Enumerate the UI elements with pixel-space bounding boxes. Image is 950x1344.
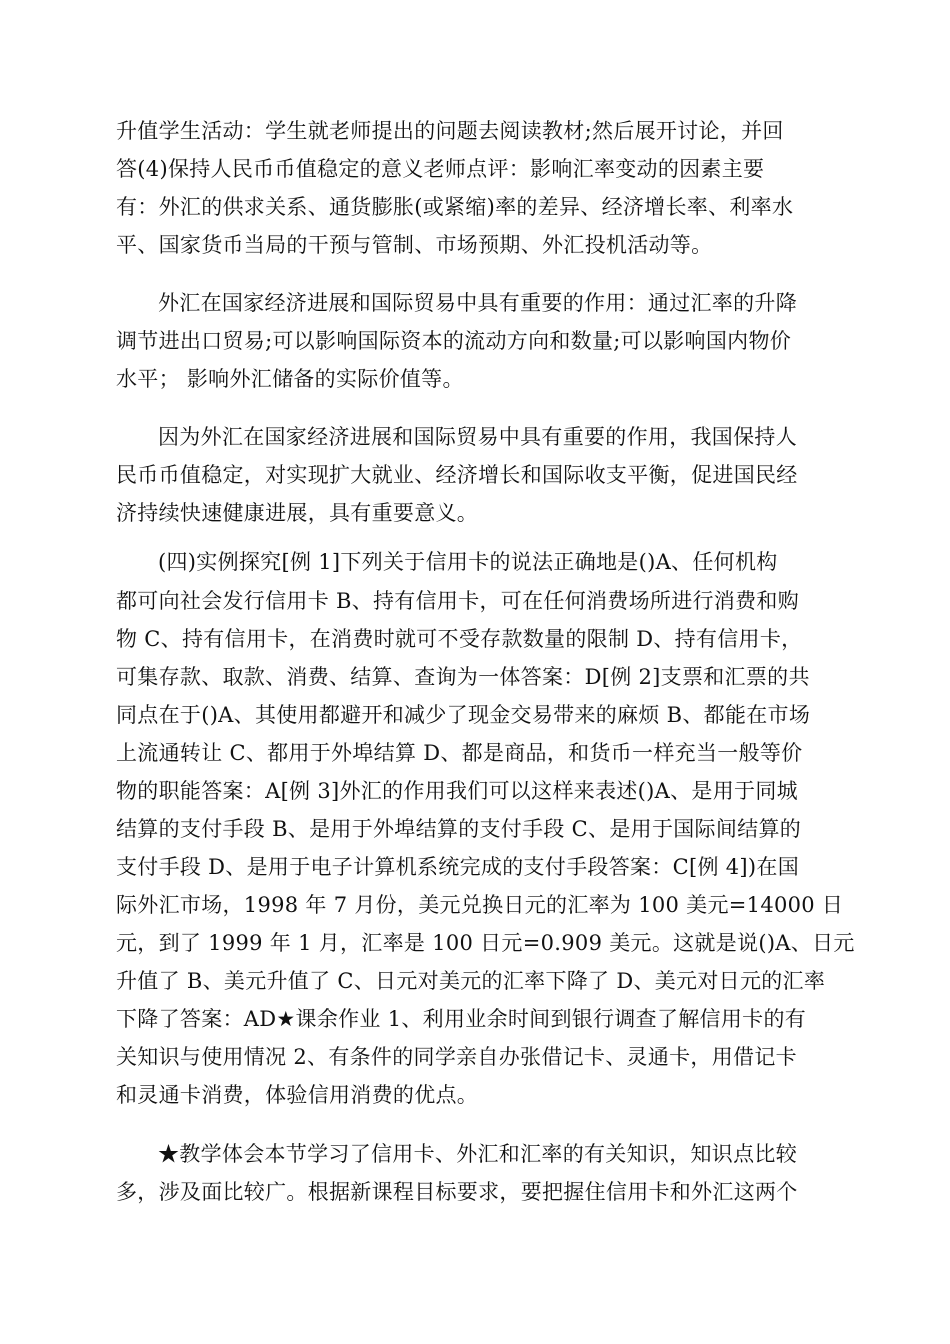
paragraph-3-line-1: 因为外汇在国家经济进展和国际贸易中具有重要的作用，我国保持人 bbox=[158, 425, 797, 449]
paragraph-4-line-1: (四)实例探究[例 1]下列关于信用卡的说法正确地是()A、任何机构 bbox=[158, 550, 778, 574]
paragraph-4-line-15: 和灵通卡消费，体验信用消费的优点。 bbox=[116, 1083, 479, 1107]
paragraph-1-line-3: 有：外汇的供求关系、通货膨胀(或紧缩)率的差异、经济增长率、利率水 bbox=[116, 195, 794, 219]
paragraph-4-line-3: 物 C、持有信用卡，在消费时就可不受存款数量的限制 D、持有信用卡， bbox=[116, 627, 803, 651]
paragraph-1-line-1: 升值学生活动：学生就老师提出的问题去阅读教材;然后展开讨论，并回 bbox=[116, 119, 784, 143]
paragraph-2-line-1: 外汇在国家经济进展和国际贸易中具有重要的作用：通过汇率的升降 bbox=[158, 291, 797, 315]
paragraph-4-line-4: 可集存款、取款、消费、结算、查询为一体答案：D[例 2]支票和汇票的共 bbox=[116, 665, 810, 689]
paragraph-4-line-11: 元，到了 1999 年 1 月，汇率是 100 日元=0.909 美元。这就是说()A、日元 bbox=[116, 931, 855, 955]
paragraph-4-line-7: 物的职能答案：A[例 3]外汇的作用我们可以这样来表述()A、是用于同城 bbox=[116, 779, 798, 803]
paragraph-1-line-4: 平、国家货币当局的干预与管制、市场预期、外汇投机活动等。 bbox=[116, 233, 713, 257]
paragraph-5-line-2: 多，涉及面比较广。根据新课程目标要求，要把握住信用卡和外汇这两个 bbox=[116, 1180, 798, 1204]
paragraph-4-line-5: 同点在于()A、其使用都避开和减少了现金交易带来的麻烦 B、都能在市场 bbox=[116, 703, 811, 727]
paragraph-5-line-1: ★教学体会本节学习了信用卡、外汇和汇率的有关知识，知识点比较 bbox=[158, 1142, 797, 1166]
paragraph-4-line-12: 升值了 B、美元升值了 C、日元对美元的汇率下降了 D、美元对日元的汇率 bbox=[116, 969, 826, 993]
paragraph-2-line-2: 调节进出口贸易;可以影响国际资本的流动方向和数量;可以影响国内物价 bbox=[116, 329, 792, 353]
paragraph-4-line-13: 下降了答案：AD★课余作业 1、利用业余时间到银行调查了解信用卡的有 bbox=[116, 1007, 807, 1031]
paragraph-1-line-2: 答(4)保持人民币币值稳定的意义老师点评：影响汇率变动的因素主要 bbox=[116, 157, 765, 181]
paragraph-4-line-10: 际外汇市场，1998 年 7 月份，美元兑换日元的汇率为 100 美元=14000 日 bbox=[116, 893, 844, 917]
paragraph-3-line-2: 民币币值稳定，对实现扩大就业、经济增长和国际收支平衡，促进国民经 bbox=[116, 463, 798, 487]
paragraph-4-line-9: 支付手段 D、是用于电子计算机系统完成的支付手段答案：C[例 4])在国 bbox=[116, 855, 799, 879]
paragraph-4-line-14: 关知识与使用情况 2、有条件的同学亲自办张借记卡、灵通卡，用借记卡 bbox=[116, 1045, 797, 1069]
paragraph-4-line-2: 都可向社会发行信用卡 B、持有信用卡，可在任何消费场所进行消费和购 bbox=[116, 589, 800, 613]
paragraph-3-line-3: 济持续快速健康进展，具有重要意义。 bbox=[116, 501, 479, 525]
paragraph-2-line-3: 水平； 影响外汇储备的实际价值等。 bbox=[116, 367, 464, 391]
paragraph-4-line-8: 结算的支付手段 B、是用于外埠结算的支付手段 C、是用于国际间结算的 bbox=[116, 817, 802, 841]
paragraph-4-line-6: 上流通转让 C、都用于外埠结算 D、都是商品，和货币一样充当一般等价 bbox=[116, 741, 803, 765]
